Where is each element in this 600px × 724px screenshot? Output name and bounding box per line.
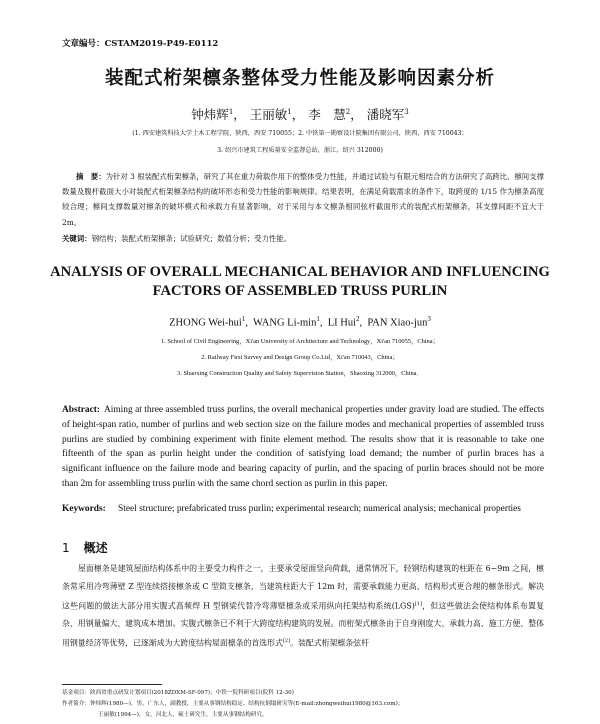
affiliation-en-line: 1. School of Civil Engineering，Xi'an University of Architecture and Technology，Xi'an 710055，China； [160,338,440,345]
abstract-cn-label: 摘 要： [76,172,106,181]
author-cn: 钟炜辉 [191,107,229,122]
author-cn-sup: 2 [345,107,351,116]
body-text: 。装配式桁架檩条弦杆 [290,638,369,648]
keywords-cn-text: 钢结构；装配式桁架檩条；试验研究；数值分析；受力性能。 [91,234,292,243]
authors-english: ZHONG Wei-hui$^1$, WANG $Li-\min^1$, LI Hui$^2$, PAN Xiao-jun$^3$ [169,315,431,329]
abstract-cn-text: 为针对 3 根装配式桁架檩条，研究了其在重力荷载作用下的整体受力性能，并通过试验与有限元相结合的方法研究了高跨比、檩间支撑数量及腹杆截面大小对装配式桁架檩条结构的破坏形态和受力性能的影响规律。结果表明，在满足荷载需求的条件下，取跨度的 1/15 作为檩条高度较合理；檩间支撑数量对檩条的破坏模式和承载力有显著影响，对于采用与本文檩条相同弦杆截面形式的装配式桁架檩条，其支撑间距不宜大于 2m。 [62,172,544,227]
author-cn: 李 慧 [308,107,346,122]
title-english [0,263,600,301]
keywords-cn-label: 关键词： [62,234,92,243]
author-en-sup: 1 [316,315,320,323]
affiliation-cn-line: (1. 西安建筑科技大学土木工程学院，陕西，西安 710055；2. 中铁第一勘察设计院集团有限公司，陕西，西安 710043； [132,130,468,137]
citation: [2] [282,637,291,644]
keywords-english [62,502,544,516]
author-cn-sup: 1 [228,107,234,116]
abstract-chinese [62,169,544,230]
affiliation-en-line: 2. Railway First Survey and Design Group Co.Ltd，Xi'an 710043，China； [201,354,399,361]
section-title: 概述 [83,541,108,555]
keywords-chinese [62,233,544,244]
author-cn-sup: 3 [404,107,409,116]
footnote-author-bio: 王丽敏(1994—)，女，河北人，硕士研究生，主要从事钢结构研究。 [98,712,268,718]
author-en: WANG Li-min [253,317,317,329]
author-en: PAN Xiao-jun [367,317,428,329]
keywords-en-text: Steel structure; prefabricated truss purlin; experimental research; numerical analysis; mechanical properties [118,504,521,514]
affiliation-cn-line: 3. 绍兴市建筑工程质量安全监督总站，浙江，绍兴 312000) [217,147,383,154]
section-number: 1 [62,541,70,555]
author-cn: 王丽敏 [249,107,288,122]
keywords-en-label: Keywords: [62,504,106,514]
footnote-divider [62,684,162,685]
title-chinese: 装配式桁架檩条整体受力性能及影响因素分析 [104,68,495,89]
abstract-en-text: Aiming at three assembled truss purlins, the overall mechanical properties under gravity load are studied. The effects of height-span ratio, number of purlins and web section size on the failure modes and mechanical properties of assembled truss purlins are studied by combining experiment with finite element method. The results show that it is reasonable to take one fifteenth of the span as purlin height under the condition of satisfying load demand; the number of purlin braces has a significant influence on the failure mode and bearing capacity of purlin, and the spacing of purlin braces should not be more than 2m for assembling truss purlin with the same chord section as purlin in this paper. [62,405,544,489]
footnote-funding: 基金项目：陕西省重点研发计划项目(2018ZDXM-SF-097)；中铁一院科研项目(院科 12-30) [62,690,294,696]
authors-chinese: 钟炜辉$^1$， 王丽敏$^1$， 李 慧$^2$， 潘晓军$^3$ [191,107,409,122]
author-en-sup: 1 [241,315,246,323]
author-cn-sup: 1 [287,107,292,116]
body-paragraph [62,560,544,652]
author-en-sup: 2 [356,315,360,323]
body-text: 屋面檩条是建筑屋面结构体系中的主要受力构件之一，主要承受屋面竖向荷载，通常情况下，轻钢结构建筑的柱距在 6~9m 之间，檩条常采用冷弯薄壁 Z 型连续搭接檩条或 C 型简支檩条，当建筑柱距大于 12m 时，需要承载能力更高、结构形式更合理的檩条形式。解决这些问题的做法大部分用实腹式高频焊 H 型钢梁代替冷弯薄壁檩条或采用纵向托架结构系统(LGS) [62,564,544,611]
document-number: 文章编号：CSTAM2019-P49-E0112 [62,39,219,49]
body-text: ，但这些做法会使结构体系布置复杂、用钢量偏大、建筑成本增加。实腹式檩条已不利于大跨度结构建筑的发展。而桁架式檩条由于自身刚度大、承载力高、施工方便、整体用钢量经济等优势，已逐渐成为大跨度结构屋面檩条的首选形式 [62,601,544,648]
affiliation-en-line: 3. Shaoxing Construction Quality and Safety Supervision Station，Shaoxing 312000，China． [177,370,423,377]
author-cn: 潘晓军 [366,107,405,122]
author-en: LI Hui [327,317,357,329]
abstract-en-label: Abstract: [62,405,101,415]
title-en-line: ANALYSIS OF OVERALL MECHANICAL BEHAVIOR AND INFLUENCING [50,264,550,280]
footnote-author-bio: 作者简介：钟炜辉(1980—)，男，广东人，副教授，主要从事钢结构稳定、结构抗倒塌研究等(E-mail:zhongweihui1980@163.com)； [62,701,404,707]
section-heading [62,539,108,556]
abstract-english [62,403,544,492]
citation: [1] [414,600,422,607]
title-en-line: FACTORS OF ASSEMBLED TRUSS PURLIN [152,283,448,299]
author-en-sup: 3 [427,315,431,323]
author-en: ZHONG Wei-hui [169,317,242,329]
